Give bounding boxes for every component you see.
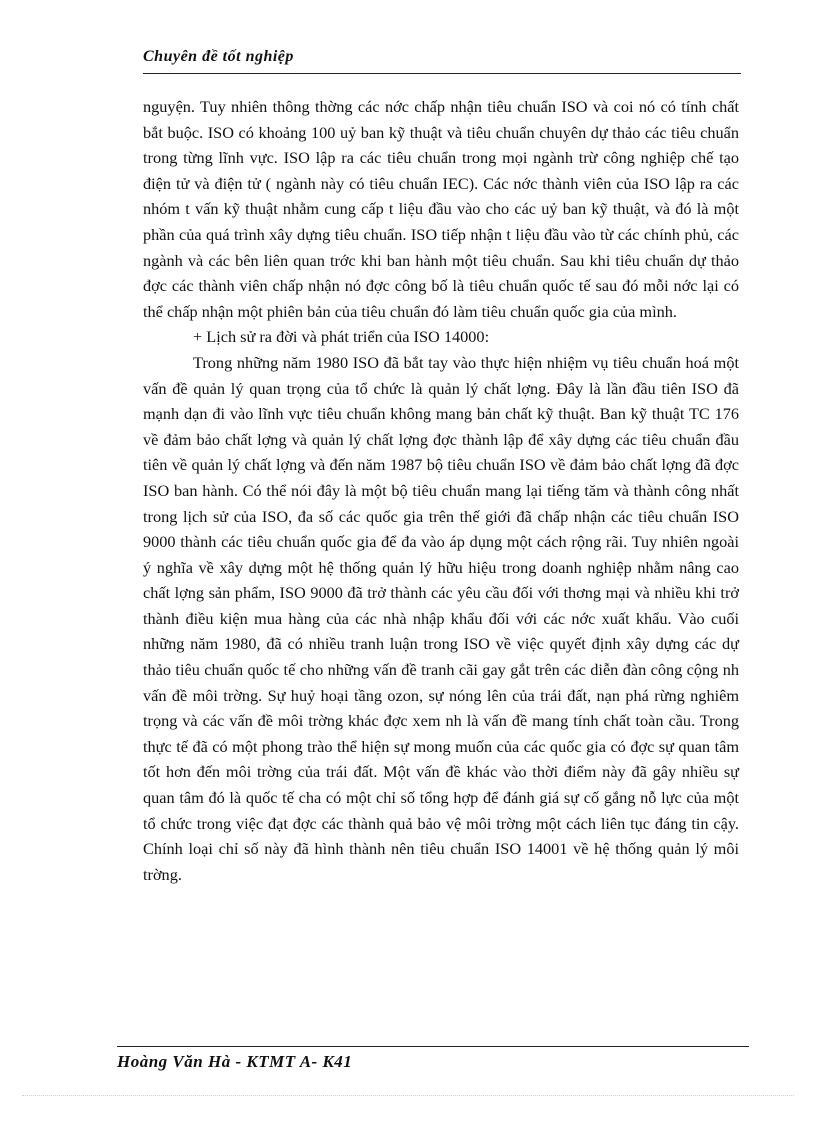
page-bottom-edge bbox=[22, 1095, 794, 1096]
header-divider bbox=[143, 73, 741, 74]
page-footer-author: Hoàng Văn Hà - KTMT A- K41 bbox=[117, 1052, 353, 1071]
paragraph-iso14000-history: Trong những năm 1980 ISO đã bắt tay vào thực hiện nhiệm vụ tiêu chuẩn hoá một vấn đề quản lý quan trọng của tổ chức là quản lý chất lợng. Đây là lần đầu tiên ISO đã mạnh dạn đi vào lĩnh vực tiêu chuẩn không mang bản chất kỹ thuật. Ban kỹ thuật TC 176 về đảm bảo chất lợng và quản lý chất lợng đợc thành lập để xây dựng các tiêu chuẩn đầu tiên về quản lý chất lợng và đến năm 1987 bộ tiêu chuẩn ISO về đảm bảo chất lợng đã đợc ISO ban hành. Có thể nói đây là một bộ tiêu chuẩn mang lại tiếng tăm và thành công nhất trong lịch sử của ISO, đa số các quốc gia trên thế giới đã chấp nhận các tiêu chuẩn ISO 9000 thành các tiêu chuẩn quốc gia để đa vào áp dụng một cách rộng rãi. Tuy nhiên ngoài ý nghĩa về xây dựng một hệ thống quản lý hữu hiệu trong doanh nghiệp nhằm nâng cao chất lợng sản phẩm, ISO 9000 đã trở thành các yêu cầu đối với thơng mại và nhiều khi trở thành điều kiện mua hàng của các nhà nhập khẩu đối với các nớc xuất khẩu. Vào cuối những năm 1980, đã có nhiều tranh luận trong ISO về việc quyết định xây dựng các dự thảo tiêu chuẩn quốc tế cho những vấn đề tranh cãi gay gắt trên các diễn đàn công cộng nh vấn đề môi trờng. Sự huỷ hoại tầng ozon, sự nóng lên của trái đất, nạn phá rừng nghiêm trọng và các vấn đề môi trờng khác đợc xem nh là vấn đề mang tính chất toàn cầu. Trong thực tế đã có một phong trào thể hiện sự mong muốn của các quốc gia có đợc sự quan tâm tốt hơn đến môi trờng của trái đất. Một vấn đề khác vào thời điểm này đã gây nhiều sự quan tâm đó là quốc tế cha có một chỉ số tổng hợp để đánh giá sự cố gắng nỗ lực của một tổ chức trong việc đạt đợc các thành quả bảo vệ môi trờng một cách liên tục đáng tin cậy. Chính loại chỉ số này đã hình thành nên tiêu chuẩn ISO 14001 về hệ thống quản lý môi trờng. bbox=[143, 352, 739, 884]
document-body bbox=[143, 94, 739, 887]
section-heading-iso14000-history: + Lịch sử ra đời và phát triển của ISO 14000: bbox=[193, 327, 490, 347]
footer-divider bbox=[117, 1046, 749, 1047]
page-header-title: Chuyên đề tốt nghiệp bbox=[143, 48, 294, 65]
paragraph-iso-overview: nguyện. Tuy nhiên thông thờng các nớc chấp nhận tiêu chuẩn ISO và coi nó có tính chất bắt buộc. ISO có khoảng 100 uỷ ban kỹ thuật và tiêu chuẩn chuyên dự thảo các tiêu chuẩn trong từng lĩnh vực. ISO lập ra các tiêu chuẩn trong mọi ngành trừ công nghiệp chế tạo điện tử và điện tử ( ngành này có tiêu chuẩn IEC). Các nớc thành viên của ISO lập ra các nhóm t vấn kỹ thuật nhằm cung cấp t liệu đầu vào cho các uỷ ban kỹ thuật, và đó là một phần của quá trình xây dựng tiêu chuẩn. ISO tiếp nhận t liệu đầu vào từ các chính phủ, các ngành và các bên liên quan trớc khi ban hành một tiêu chuẩn. Sau khi tiêu chuẩn dự thảo đợc các thành viên chấp nhận nó đợc công bố là tiêu chuẩn quốc tế sau đó mỗi nớc lại có thể chấp nhận một phiên bản của tiêu chuẩn đó làm tiêu chuẩn quốc gia của mình. bbox=[143, 97, 739, 321]
